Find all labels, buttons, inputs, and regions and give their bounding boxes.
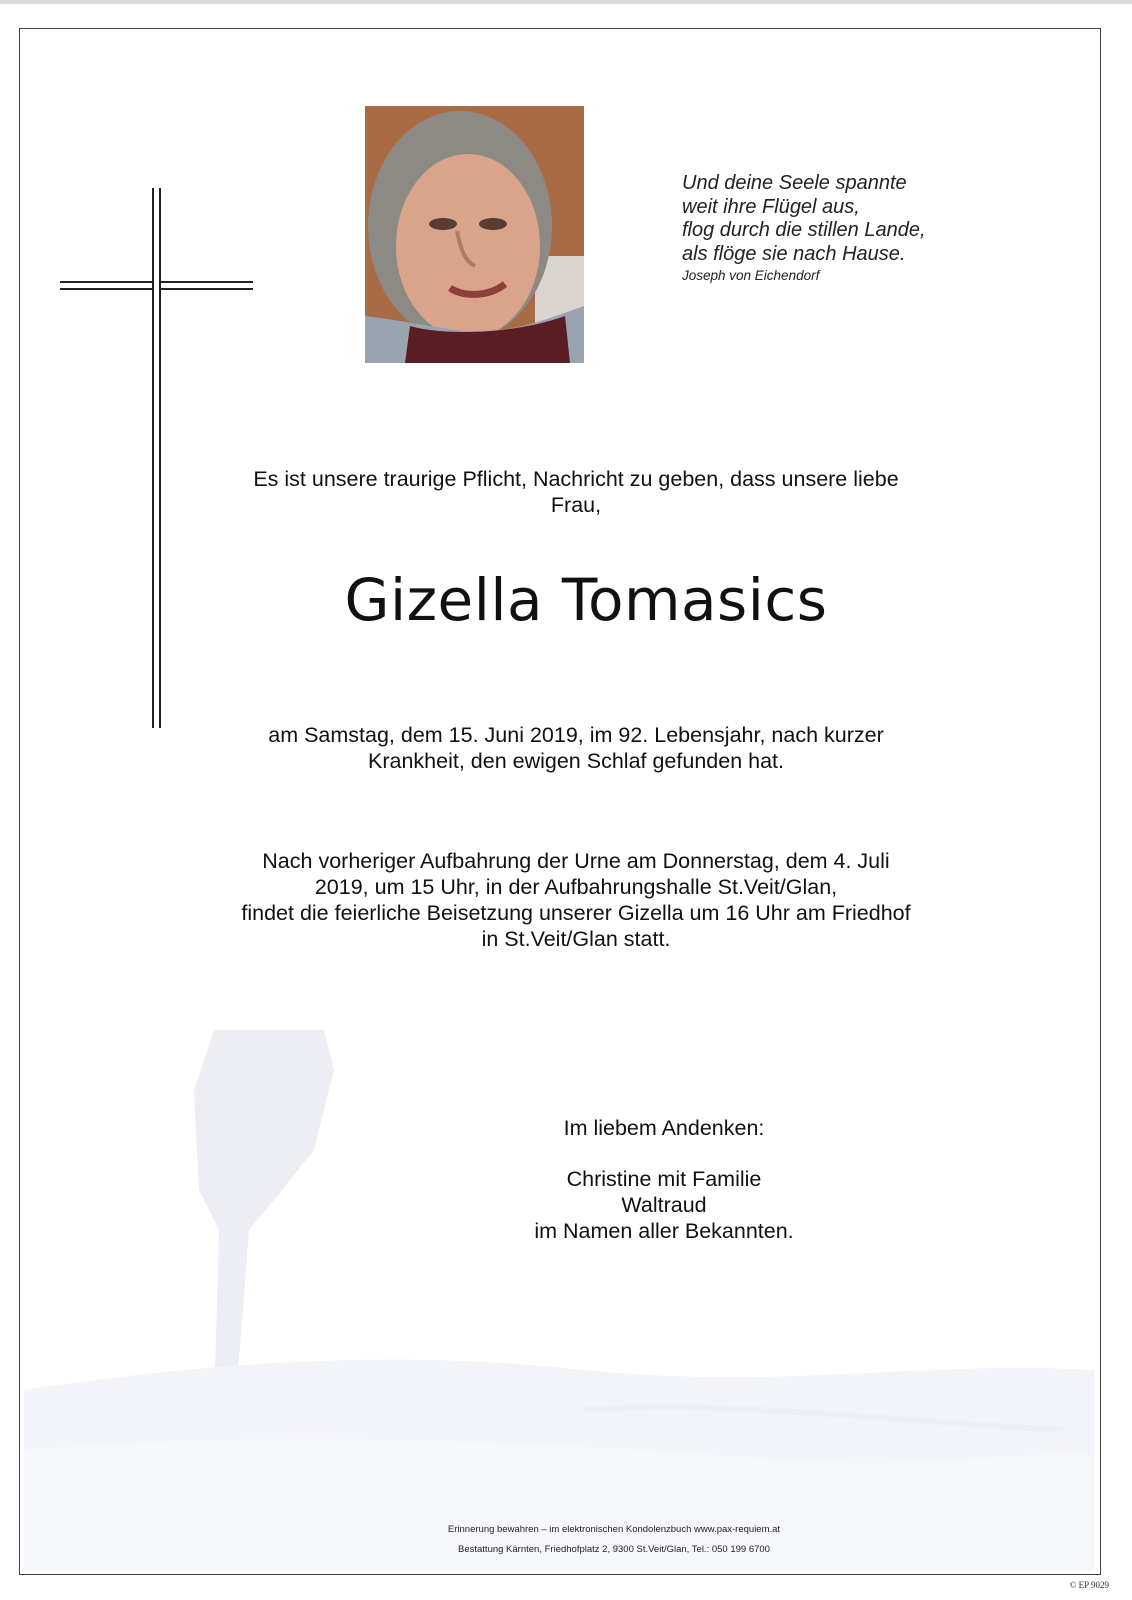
memory-heading-wrap — [0, 1115, 1132, 1141]
mourner-line: im Namen aller Bekannten. — [534, 1219, 794, 1243]
poem-line: Und deine Seele spannte — [682, 172, 907, 194]
funeral-line: in St.Veit/Glan statt. — [481, 927, 671, 951]
intro-text — [0, 466, 1132, 518]
poem-line: flog durch die stillen Lande, — [682, 219, 926, 241]
funeral-line: findet die feierliche Beisetzung unserer Gizella um 16 Uhr am Friedhof — [241, 901, 911, 925]
footer-line-address: Bestattung Kärnten, Friedhofplatz 2, 9300 St.Veit/Glan, Tel.: 050 199 6700 — [458, 1544, 770, 1555]
intro-paragraph: Es ist unsere traurige Pflicht, Nachricht zu geben, dass unsere liebe Frau, — [253, 467, 899, 517]
death-notice — [0, 722, 1132, 774]
poem-line: weit ihre Flügel aus, — [682, 195, 860, 218]
mourner-line: Christine mit Familie — [566, 1167, 762, 1191]
poem-author: Joseph von Eichendorf — [682, 268, 820, 283]
footer-line-condolence: Erinnerung bewahren – im elektronischen Kondolenzbuch www.pax-requiem.at — [447, 1524, 781, 1535]
poem — [682, 172, 1042, 286]
funeral-line: 2019, um 15 Uhr, in der Aufbahrungshalle St.Veit/Glan, — [314, 875, 838, 899]
portrait-photo — [365, 106, 584, 363]
corner-code: © EP 9029 — [1069, 1580, 1109, 1590]
deceased-name: Gizella Tomasics — [344, 566, 828, 634]
memory-heading: Im liebem Andenken: — [563, 1116, 765, 1140]
cross-icon — [60, 188, 253, 728]
footer — [0, 1520, 1132, 1560]
death-paragraph: am Samstag, dem 15. Juni 2019, im 92. Lebensjahr, nach kurzer Krankheit, den ewigen Schlaf gefunden hat. — [268, 723, 884, 773]
background-scenery — [24, 1030, 1094, 1570]
poem-line: als flöge sie nach Hause. — [682, 242, 906, 265]
mourner-line: Waltraud — [621, 1193, 707, 1217]
funeral-line: Nach vorheriger Aufbahrung der Urne am Donnerstag, dem 4. Juli — [262, 849, 890, 873]
scan-top-edge — [0, 0, 1132, 4]
mourners — [0, 1166, 1132, 1244]
funeral-info — [0, 848, 1132, 952]
